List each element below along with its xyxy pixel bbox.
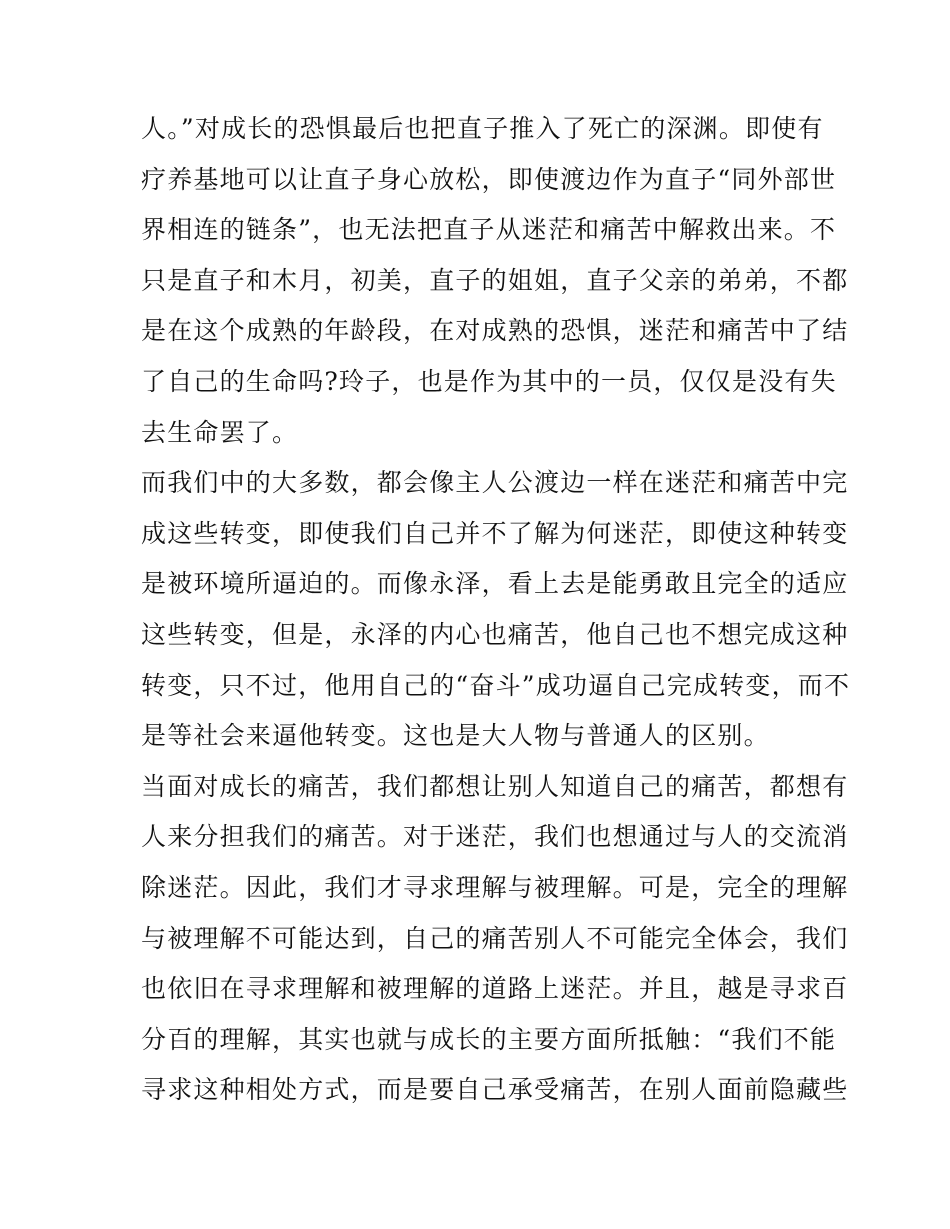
text-line: 了自己的生命吗?玲子，也是作为其中的一员，仅仅是没有失	[141, 366, 837, 396]
text-line: 分百的理解，其实也就与成长的主要方面所抵触：“我们不能	[141, 1024, 837, 1054]
text-line: 只是直子和木月，初美，直子的姐姐，直子父亲的弟弟，不都	[141, 265, 849, 295]
text-line: 除迷茫。因此，我们才寻求理解与被理解。可是，完全的理解	[141, 872, 849, 902]
text-line: 疗养基地可以让直子身心放松，即使渡边作为直子“同外部世	[141, 164, 837, 194]
text-line: 而我们中的大多数，都会像主人公渡边一样在迷茫和痛苦中完	[141, 468, 849, 498]
text-line: 去生命罢了。	[141, 417, 299, 447]
text-line: 是在这个成熟的年龄段，在对成熟的恐惧，迷茫和痛苦中了结	[141, 316, 849, 346]
text-line: 当面对成长的痛苦，我们都想让别人知道自己的痛苦，都想有	[141, 771, 849, 801]
text-line: 人。”对成长的恐惧最后也把直子推入了死亡的深渊。即使有	[141, 114, 824, 143]
text-line: 界相连的链条”，也无法把直子从迷茫和痛苦中解救出来。不	[141, 215, 837, 245]
text-line: 与被理解不可能达到，自己的痛苦别人不可能完全体会，我们	[141, 923, 849, 953]
text-line: 是被环境所逼迫的。而像永泽，看上去是能勇敢且完全的适应	[141, 569, 849, 599]
text-line: 这些转变，但是，永泽的内心也痛苦，他自己也不想完成这种	[141, 619, 849, 649]
text-line: 也依旧在寻求理解和被理解的道路上迷茫。并且，越是寻求百	[141, 974, 849, 1004]
text-line: 人来分担我们的痛苦。对于迷茫，我们也想通过与人的交流消	[141, 822, 849, 852]
text-line: 是等社会来逼他转变。这也是大人物与普通人的区别。	[141, 721, 770, 751]
text-line: 转变，只不过，他用自己的“奋斗”成功逼自己完成转变，而不	[141, 670, 851, 700]
text-line: 成这些转变，即使我们自己并不了解为何迷茫，即使这种转变	[141, 518, 849, 548]
body-text	[141, 104, 851, 1116]
text-line: 寻求这种相处方式，而是要自己承受痛苦，在别人面前隐藏些	[141, 1075, 849, 1105]
